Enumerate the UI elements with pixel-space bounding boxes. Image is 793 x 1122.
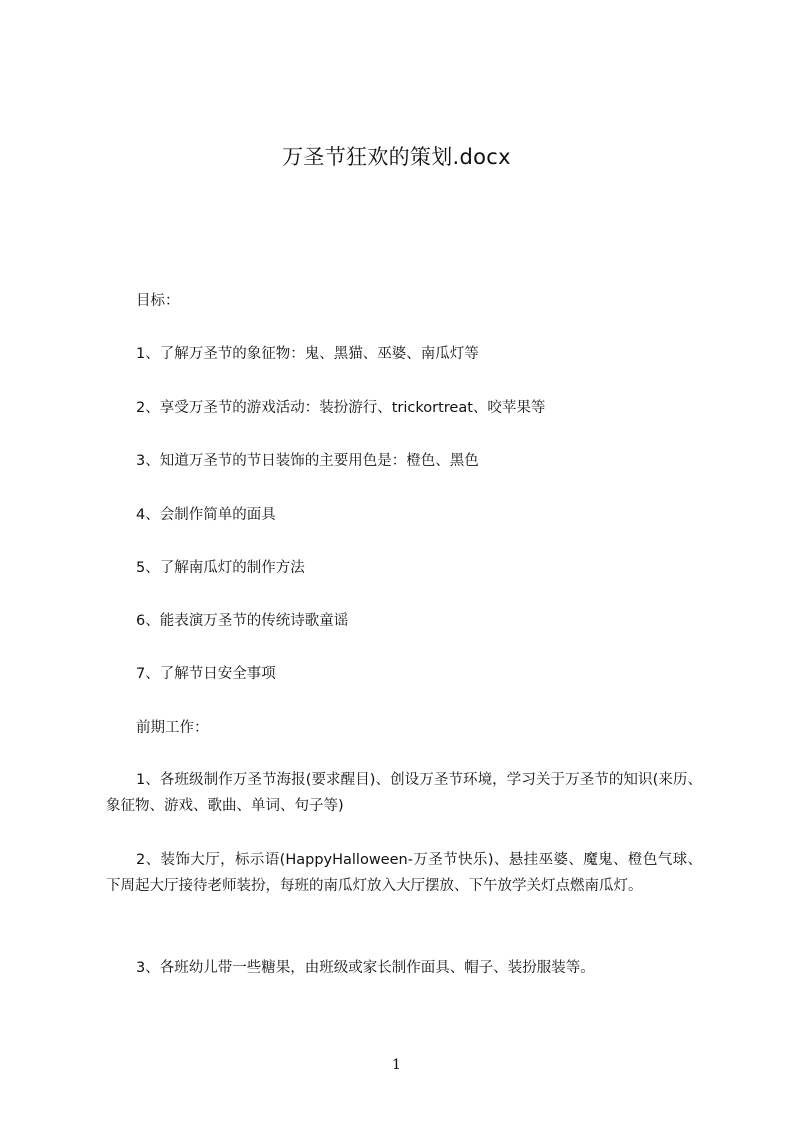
goal-item-3: 3、知道万圣节的节日装饰的主要用色是：橙色、黑色 bbox=[136, 453, 479, 469]
goal-item-7: 7、了解节日安全事项 bbox=[136, 666, 276, 682]
goal-item-1: 1、了解万圣节的象征物：鬼、黑猫、巫婆、南瓜灯等 bbox=[136, 346, 479, 362]
goal-item-5: 5、了解南瓜灯的制作方法 bbox=[136, 560, 305, 576]
prep-paragraph-2-text: 2、装饰大厅，标示语(HappyHalloween-万圣节快乐)、悬挂巫婆、魔鬼、橙色气球、下周起大厅接待老师装扮，每班的南瓜灯放入大厅摆放、下午放学关灯点燃南瓜灯。 bbox=[106, 852, 702, 894]
goal-item-4: 4、会制作简单的面具 bbox=[136, 507, 276, 523]
page-number: 1 bbox=[392, 1057, 401, 1073]
goal-item-2: 2、享受万圣节的游戏活动：装扮游行、trickortreat、咬苹果等 bbox=[136, 400, 546, 416]
prep-paragraph-1-text: 1、各班级制作万圣节海报(要求醒目)、创设万圣节环境，学习关于万圣节的知识(来历、象征物、游戏、歌曲、单词、句子等) bbox=[106, 772, 702, 814]
prep-paragraph-2 bbox=[106, 847, 702, 899]
prep-paragraph-3-text: 3、各班幼儿带一些糖果，由班级或家长制作面具、帽子、装扮服装等。 bbox=[136, 960, 595, 976]
prep-paragraph-3 bbox=[106, 955, 702, 981]
goals-heading: 目标： bbox=[136, 293, 180, 309]
goal-item-6: 6、能表演万圣节的传统诗歌童谣 bbox=[136, 613, 349, 629]
prep-paragraph-1 bbox=[106, 767, 702, 819]
document-title: 万圣节狂欢的策划.docx bbox=[282, 145, 511, 169]
prep-heading: 前期工作： bbox=[136, 720, 209, 736]
